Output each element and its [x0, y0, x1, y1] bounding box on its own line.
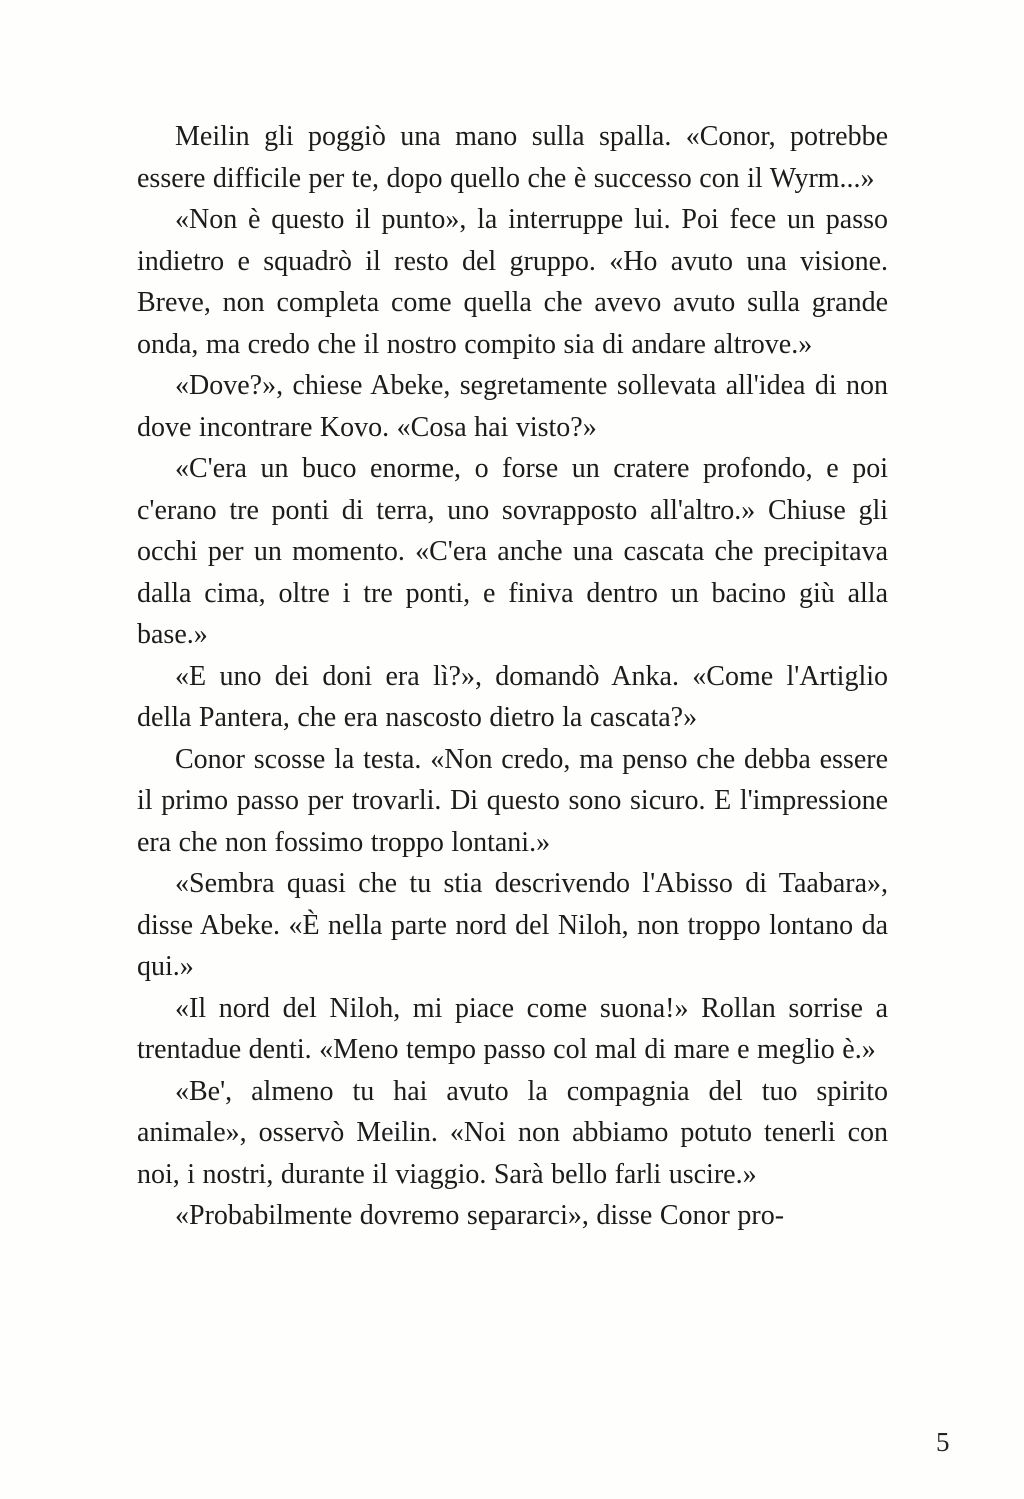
paragraph: «Probabilmente dovremo separarci», disse Conor pro- [175, 1200, 785, 1231]
paragraph: «Non è questo il punto», la interruppe lui. Poi fece un passo indietro e squadrò il resto del gruppo. «Ho avuto una visione. Breve, non completa come quella che avevo avuto sulla grande onda, ma credo che il nostro compito sia di andare altrove.» [137, 204, 888, 360]
paragraph: «Il nord del Niloh, mi piace come suona!» Rollan sorrise a trentadue denti. «Meno tempo passo col mal di mare e meglio è.» [137, 992, 888, 1065]
paragraph: «C'era un buco enorme, o forse un cratere profondo, e poi c'erano tre ponti di terra, uno sovrapposto all'altro.» Chiuse gli occhi per un momento. «C'era anche una cascata che precipitava dalla cima, oltre i tre ponti, e finiva dentro un bacino giù alla base.» [137, 453, 888, 650]
paragraph: «E uno dei doni era lì?», domandò Anka. «Come l'Artiglio della Pantera, che era nascosto dietro la cascata?» [137, 660, 888, 733]
paragraph: «Be', almeno tu hai avuto la compagnia del tuo spirito animale», osservò Meilin. «Noi non abbiamo potuto tenerli con noi, i nostri, durante il viaggio. Sarà bello farli uscire.» [137, 1075, 888, 1190]
text-block [137, 116, 888, 1237]
paragraph: «Dove?», chiese Abeke, segretamente sollevata all'idea di non dove incontrare Kovo. «Cosa hai visto?» [137, 370, 888, 443]
page-number: 5 [936, 1427, 950, 1457]
paragraph: Meilin gli poggiò una mano sulla spalla. «Conor, potrebbe essere difficile per te, dopo quello che è successo con il Wyrm...» [137, 121, 888, 194]
paragraph: Conor scosse la testa. «Non credo, ma penso che debba essere il primo passo per trovarli. Di questo sono sicuro. E l'impressione era che non fossimo troppo lontani.» [137, 743, 888, 858]
paragraph: «Sembra quasi che tu stia descrivendo l'Abisso di Taabara», disse Abeke. «È nella parte nord del Niloh, non troppo lontano da qui.» [137, 868, 888, 982]
